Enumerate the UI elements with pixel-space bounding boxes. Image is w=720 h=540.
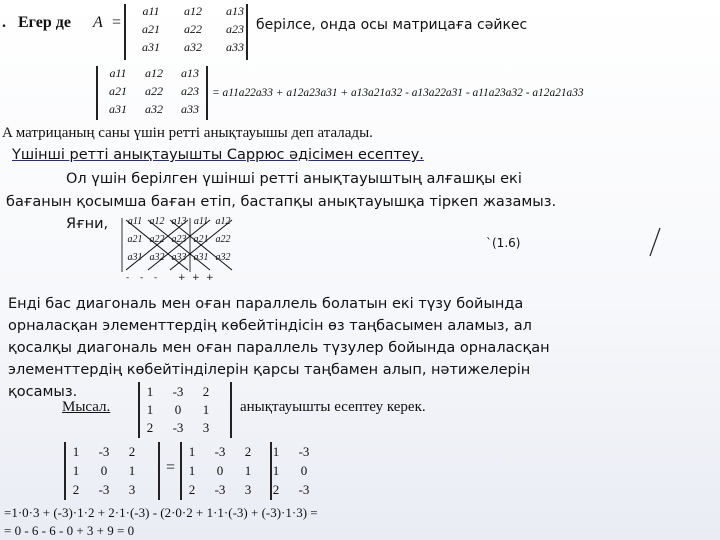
intro-text-before: Егер де: [18, 14, 71, 31]
sarrus-matrix-cell: a21: [127, 234, 143, 245]
example-label: Мысал.: [62, 399, 111, 415]
example-matrix-cell: 2: [202, 384, 210, 399]
yagni-label: Яғни,: [66, 216, 109, 232]
det-matrix-cell: a31: [109, 102, 127, 116]
slash-mark: [648, 226, 662, 258]
sarrus-matrix-cell: a32: [149, 252, 165, 263]
det-matrix: [100, 66, 208, 120]
sarrus-sign: +: [178, 273, 186, 283]
work-left-matrix-cell: 1: [72, 444, 80, 459]
work-left-matrix-cell: 1: [72, 463, 80, 478]
paragraph-2-line: Енді бас диагональ мен оған параллель болатын екі түзу бойында: [8, 296, 524, 312]
intro-matrix-cell: a12: [184, 4, 202, 18]
det-matrix-cell: a21: [109, 84, 127, 98]
work-right-matrix-cell: -3: [214, 482, 226, 497]
work-right-matrix-cell: 0: [300, 463, 308, 478]
work-right-matrix-cell: 1: [188, 463, 196, 478]
sarrus-matrix-cell: a11: [127, 216, 143, 227]
work-right-matrix-cell: 2: [244, 444, 252, 459]
para1-line2: бағанын қосымша баған етіп, бастапқы анықтауышқа тіркеп жазамыз.: [6, 194, 557, 210]
work-left-matrix-cell: 1: [128, 463, 136, 478]
example-matrix-cell: 1: [202, 402, 210, 417]
example-right-bar: [230, 382, 232, 438]
intro-matrix-cell: a32: [184, 40, 202, 54]
sarrus-matrix-cell: a12: [149, 216, 165, 227]
sarrus-matrix-cell: a31: [127, 252, 143, 263]
det-expansion: = a11a22a33 + a12a23a31 + a13a21a32 - a13a22a31 - a11a23a32 - a12a21a33: [212, 87, 584, 99]
intro-bullet: .: [2, 14, 6, 31]
example-matrix-cell: -3: [172, 384, 184, 399]
sarrus-sign: -: [154, 273, 158, 283]
sarrus-matrix-cell: a11: [193, 216, 209, 227]
intro-matrix-cell: a13: [226, 4, 244, 18]
example-matrix: [140, 382, 230, 438]
work-left-matrix: [66, 442, 156, 500]
intro-matrix: [130, 4, 256, 58]
det-matrix-cell: a11: [109, 66, 127, 80]
intro-matrix-cell: a11: [142, 4, 160, 18]
det-matrix-cell: a23: [181, 84, 199, 98]
paragraph-2-line: орналасқан элементтердің көбейтіндісін өз таңбасымен аламыз, ал: [8, 318, 532, 334]
intro-eq: =: [112, 14, 122, 31]
sarrus-signs: [126, 273, 220, 283]
sarrus-matrix-cell: a33: [171, 252, 187, 263]
work-right-matrix: [182, 442, 332, 500]
work-right-bar-2: [270, 442, 272, 500]
det-matrix-cell: a12: [145, 66, 163, 80]
det-matrix-cell: a33: [181, 102, 199, 116]
work-right-matrix-cell: 3: [244, 482, 252, 497]
sarrus-sign: +: [206, 273, 214, 283]
intro-matrix-cell: a33: [226, 40, 244, 54]
sarrus-matrix-cell: a13: [171, 216, 187, 227]
work-left-matrix-cell: -3: [98, 482, 110, 497]
paragraph-2: [8, 293, 550, 403]
det-matrix-cell: a32: [145, 102, 163, 116]
work-left-matrix-cell: 2: [72, 482, 80, 497]
paragraph-2-line: элементтердің көбейтінділерін қарсы таңбамен алып, нәтижелерін: [8, 362, 531, 378]
sarrus-matrix-cell: a12: [215, 216, 231, 227]
paragraph-2-line: қосалқы диагональ мен оған параллель түзулер бойында орналасқан: [8, 340, 550, 356]
example-matrix-cell: 2: [146, 420, 154, 435]
intro-A-symbol: A: [93, 14, 103, 31]
example-matrix-cell: -3: [172, 420, 184, 435]
work-right-matrix-cell: -3: [298, 482, 310, 497]
work-right-matrix-cell: 1: [272, 463, 280, 478]
sarrus-matrix-cell: a22: [215, 234, 231, 245]
paragraph-2-line: қосамыз.: [8, 384, 78, 400]
sarrus-matrix: [124, 216, 234, 270]
det-right-bar: [206, 66, 208, 120]
work-right-matrix-cell: 2: [272, 482, 280, 497]
work-right-matrix-cell: 1: [272, 444, 280, 459]
work-eq: =: [166, 459, 176, 476]
intro-text-after: берілсе, онда осы матрицаға сәйкес: [256, 17, 528, 33]
sarrus-matrix-cell: a32: [215, 252, 231, 263]
example-matrix-cell: 1: [146, 402, 154, 417]
sarrus-matrix-cell: a23: [171, 234, 187, 245]
para1-line1: Ол үшін берілген үшінші ретті анықтауыштың алғашқы екі: [66, 171, 522, 187]
sarrus-sign: +: [192, 273, 200, 283]
work-right-matrix-cell: -3: [214, 444, 226, 459]
sarrus-sign: -: [126, 273, 130, 283]
work-left-matrix-cell: 2: [128, 444, 136, 459]
intro-matrix-cell: a22: [184, 22, 202, 36]
work-right-matrix-cell: 1: [188, 444, 196, 459]
intro-matrix-cell: a31: [142, 40, 160, 54]
det-left-bar: [96, 66, 98, 120]
example-matrix-cell: 3: [202, 420, 210, 435]
work-right-matrix-cell: 1: [244, 463, 252, 478]
intro-matrix-cell: a21: [142, 22, 160, 36]
work-right-matrix-cell: 0: [216, 463, 224, 478]
example-matrix-cell: 0: [174, 402, 182, 417]
sarrus-matrix-cell: a31: [193, 252, 209, 263]
det-matrix-cell: a22: [145, 84, 163, 98]
section-heading: Үшінші ретті анықтауышты Саррюс әдісімен есептеу.: [12, 147, 424, 163]
sarrus-matrix-cell: a21: [193, 234, 209, 245]
intro-matrix-right-bracket: [246, 4, 248, 60]
work-left-matrix-cell: 3: [128, 482, 136, 497]
intro-matrix-left-bracket: [124, 4, 126, 60]
work-right-matrix-cell: -3: [298, 444, 310, 459]
det-matrix-cell: a13: [181, 66, 199, 80]
intro-matrix-cell: a23: [226, 22, 244, 36]
work-left-matrix-cell: 0: [100, 463, 108, 478]
sarrus-sign: -: [140, 273, 144, 283]
work-right-matrix-cell: 2: [188, 482, 196, 497]
det-definition: A матрицаның саны үшін ретті анықтауышы деп аталады.: [2, 125, 373, 141]
work-line-2: = 0 - 6 - 6 - 0 + 3 + 9 = 0: [4, 523, 135, 538]
example-text: анықтауышты есептеу керек.: [240, 399, 426, 415]
sarrus-matrix-cell: a22: [149, 234, 165, 245]
example-matrix-cell: 1: [146, 384, 154, 399]
work-left-bar-2: [158, 442, 160, 500]
work-left-matrix-cell: -3: [98, 444, 110, 459]
work-line-1: =1·0·3 + (-3)·1·2 + 2·1·(-3) - (2·0·2 + 1·1·(-3) + (-3)·1·3) =: [4, 505, 318, 520]
equation-number: `(1.6): [486, 236, 521, 250]
